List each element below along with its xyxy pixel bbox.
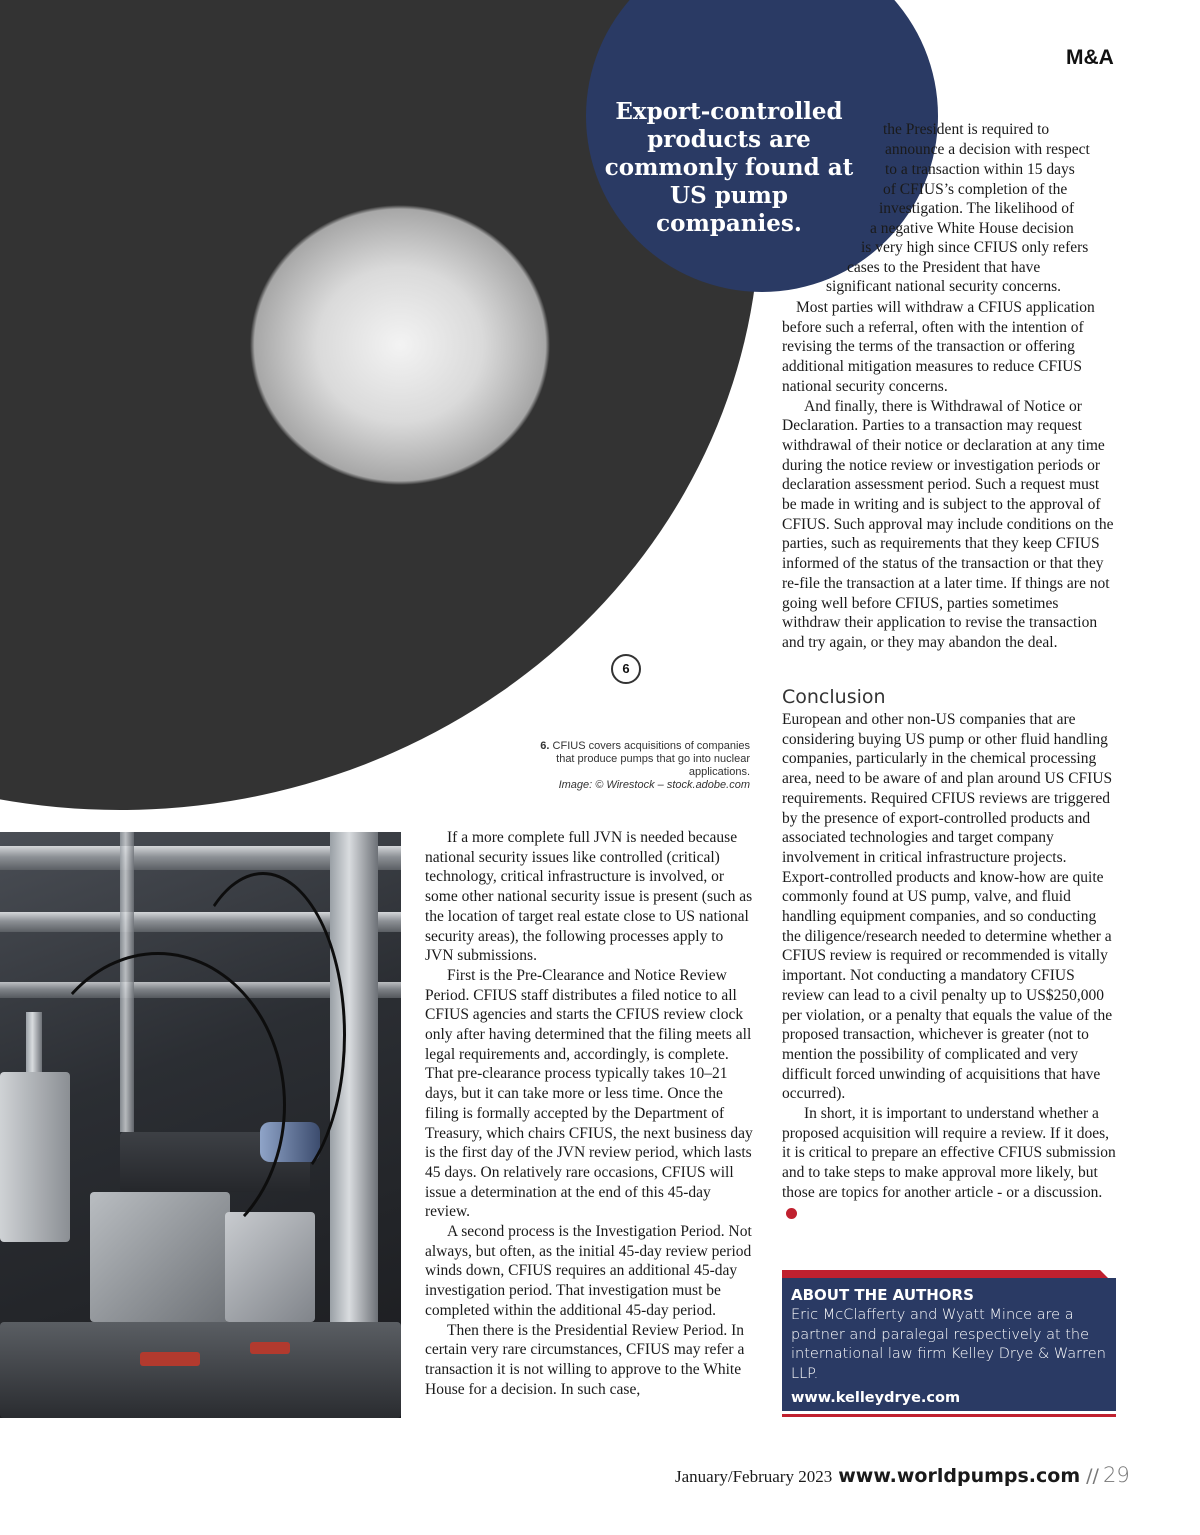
machinery-photo	[0, 832, 401, 1418]
pull-quote: Export-controlled products are commonly found at US pump companies.	[604, 98, 854, 237]
caption-number: 6.	[540, 740, 550, 752]
paragraph	[782, 1104, 1117, 1222]
caption-text: CFIUS covers acquisitions of companies that produce pumps that go into nuclear applications.	[552, 740, 750, 778]
end-mark-icon	[786, 1208, 797, 1219]
about-title: ABOUT THE AUTHORS	[791, 1286, 974, 1304]
section-tag: M&A	[1066, 46, 1114, 69]
paragraph: If a more complete full JVN is needed because national security issues like controlled (critical) technology, critical infrastructure is involved, or some other national security issue is present (such as the location of target real estate close to US national security areas), the following processes apply to JVN submissions.	[425, 829, 753, 965]
figure-badge: 6	[611, 654, 641, 684]
paragraph: Most parties will withdraw a CFIUS application before such a referral, often with the intention of revising the terms of the transaction or offering additional mitigation measures to reduce CFIUS national security concerns.	[782, 299, 1095, 395]
text-line: is very high since CFIUS only refers	[861, 239, 1089, 256]
paragraph: European and other non-US companies that are considering buying US pump or other fluid handling companies, particularly in the chemical processing area, need to be aware of and plan around US CFIUS requirements. Required CFIUS reviews are triggered by the presence of export-controlled products and associated technologies and target company involvement in critical infrastructure projects. Export-controlled products and know-how are quite commonly found at US pump, valve, and fluid handling equipment companies, and so conducting the diligence/research needed to determine whether a CFIUS review is required or recommended is vitally important. Not conducting a mandatory CFIUS review can lead to a civil penalty up to US$250,000 per violation, or a penalty that equals the value of the proposed transaction, whichever is greater (not to mention the possibility of complicated and very difficult forced unwinding of acquisitions that have occurred).	[782, 711, 1113, 1103]
red-accent-bar	[782, 1270, 1100, 1278]
paragraph: First is the Pre-Clearance and Notice Review Period. CFIUS staff distributes a filed notice to all CFIUS agencies and starts the CFIUS review clock only after having determined that the filing meets all legal requirements and, accordingly, is complete. That pre-clearance process typically takes 10–21 days, but it can take more or less time. Once the filing is formally accepted by the Department of Treasury, which chairs CFIUS, the next business day is the first day of the JVN review period, which lasts 45 days. On relatively rare occasions, CFIUS will issue a determination at the end of this 45-day review.	[425, 966, 753, 1221]
paragraph: Then there is the Presidential Review Period. In certain very rare circumstances, CFIUS may refer a transaction it is not willing to approve to the White House for a decision. In such case,	[425, 1321, 745, 1398]
issue-date: January/February 2023	[675, 1467, 833, 1486]
text-line: the President is required to	[883, 121, 1050, 138]
text-line: of CFIUS’s completion of the	[883, 181, 1068, 198]
text-line: cases to the President that have	[847, 259, 1041, 276]
conclusion-heading: Conclusion	[782, 686, 886, 708]
text-line: significant national security concerns.	[826, 278, 1062, 295]
page-number: 29	[1102, 1463, 1130, 1487]
website-link[interactable]: www.worldpumps.com	[838, 1465, 1081, 1487]
paragraph: A second process is the Investigation Period. Not always, but often, as the initial 45-day review period winds down, CFIUS requires an additional 45-day investigation period. That investigation must be completed within the additional 45-day period.	[425, 1223, 752, 1319]
about-authors-box	[782, 1278, 1116, 1411]
about-body: Eric McClafferty and Wyatt Mince are a partner and paralegal respectively at the international law firm Kelley Drye & Warren LLP.	[791, 1307, 1106, 1382]
page-footer	[675, 1463, 1145, 1487]
figure-caption	[530, 740, 750, 792]
right-column-upper	[782, 298, 1117, 653]
text-line: a negative White House decision	[870, 220, 1074, 237]
footer-separator: //	[1086, 1465, 1099, 1487]
text-line: investigation. The likelihood of	[879, 200, 1075, 217]
red-bottom-rule	[782, 1414, 1116, 1417]
caption-credit: Image: © Wirestock – stock.adobe.com	[558, 779, 750, 791]
left-column	[425, 828, 755, 1399]
paragraph-text: In short, it is important to understand whether a proposed acquisition will require a review. If it does, it is critical to prepare an effective CFIUS submission and to take steps to make approval more likely, but those are topics for another article - or a discussion.	[782, 1105, 1116, 1201]
text-line: to a transaction within 15 days	[885, 161, 1075, 178]
text-line: announce a decision with respect	[885, 141, 1090, 158]
conclusion-body	[782, 710, 1117, 1222]
author-website-link[interactable]: www.kelleydrye.com	[791, 1390, 961, 1406]
paragraph: And finally, there is Withdrawal of Notice or Declaration. Parties to a transaction may request withdrawal of their notice or declaration at any time during the notice review or investigation periods or declaration assessment period. Such a request must be made in writing and is subject to the approval of CFIUS. Such approval may include conditions on the parties, such as requirements that they keep CFIUS informed of the status of the transaction or that they re-file the transaction at a later time. If things are not going well before CFIUS, parties sometimes withdraw their application to revise the transaction and try again, or they may abandon the deal.	[782, 397, 1114, 651]
